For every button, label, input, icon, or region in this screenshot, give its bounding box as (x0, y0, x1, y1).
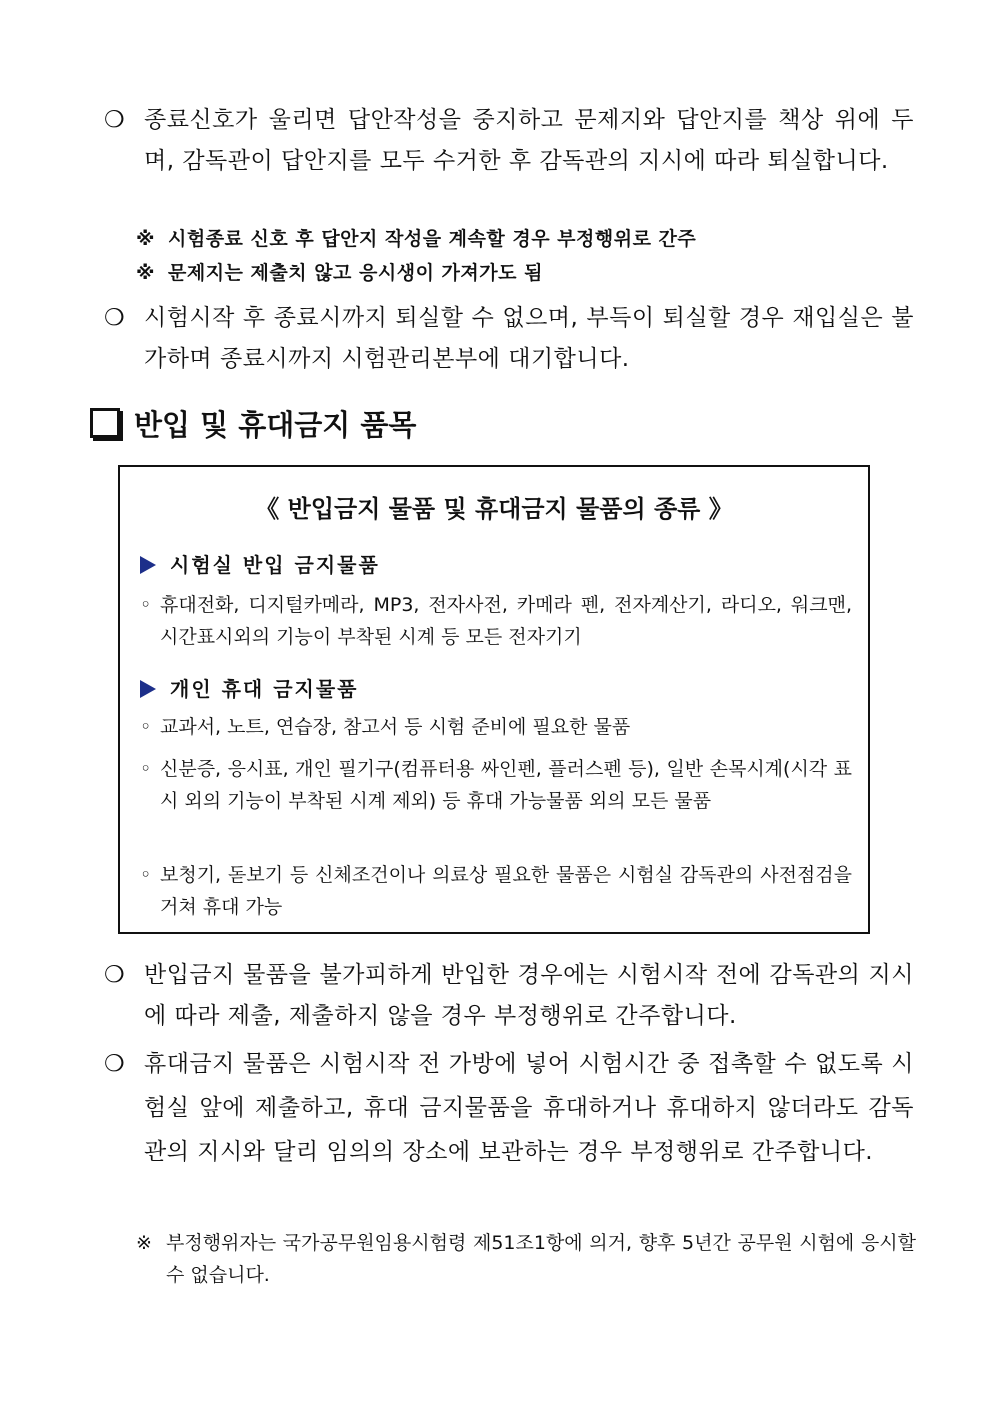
list-item-text: 교과서, 노트, 연습장, 참고서 등 시험 준비에 필요한 물품 (160, 716, 631, 738)
triangle-bullet-icon (140, 556, 156, 574)
list-item-text: 보청기, 돋보기 등 신체조건이나 의료상 필요한 물품은 시험실 감독관의 사전점검을 거쳐 휴대 가능 (160, 864, 852, 918)
group-heading-exam-room (140, 549, 380, 578)
circle-bullet-icon: ❍ (104, 107, 126, 133)
paragraph-no-leaving (104, 298, 914, 380)
circle-bullet-icon: ❍ (104, 1051, 126, 1077)
reference-mark-icon: ※ (136, 228, 155, 250)
paragraph-text: 종료신호가 울리면 답안작성을 중지하고 문제지와 답안지를 책상 위에 두며, 감독관이 답안지를 모두 수거한 후 감독관의 지시에 따라 퇴실합니다. (144, 107, 914, 174)
reference-mark-icon: ※ (136, 1232, 152, 1254)
paragraph-text: 반입금지 물품을 불가피하게 반입한 경우에는 시험시작 전에 감독관의 지시에 따라 제출, 제출하지 않을 경우 부정행위로 간주합니다. (144, 962, 914, 1029)
footnote-penalty (136, 1227, 916, 1291)
note-text: 문제지는 제출치 않고 응시생이 가져가도 됨 (168, 262, 543, 284)
box-title: 《 반입금지 물품 및 휴대금지 물품의 종류 》 (255, 495, 733, 523)
reference-mark-icon: ※ (136, 262, 155, 284)
paragraph-end-signal (104, 100, 914, 182)
paragraph-text: 휴대금지 물품은 시험시작 전 가방에 넣어 시험시간 중 접촉할 수 없도록 시험실 앞에 제출하고, 휴대 금지물품을 휴대하거나 휴대하지 않더라도 감독관의 지시와 달리 임의의 장소에 보관하는 경우 부정행위로 간주합니다. (144, 1051, 914, 1165)
checkbox-square-icon (90, 408, 120, 438)
list-item (140, 711, 852, 743)
small-circle-bullet-icon: ◦ (140, 716, 152, 738)
triangle-bullet-icon (140, 680, 156, 698)
paragraph-carry-prohibited (104, 1042, 914, 1174)
small-circle-bullet-icon: ◦ (140, 864, 152, 886)
circle-bullet-icon: ❍ (104, 962, 126, 988)
paragraph-text: 시험시작 후 종료시까지 퇴실할 수 없으며, 부득이 퇴실할 경우 재입실은 불가하며 종료시까지 시험관리본부에 대기합니다. (144, 305, 914, 372)
prohibited-items-box (118, 465, 870, 934)
small-circle-bullet-icon: ◦ (140, 594, 152, 616)
section-heading-text: 반입 및 휴대금지 품목 (134, 408, 417, 442)
list-item-text: 휴대전화, 디지털카메라, MP3, 전자사전, 카메라 펜, 전자계산기, 라디오, 워크맨, 시간표시외의 기능이 부착된 시계 등 모든 전자기기 (160, 594, 852, 648)
paragraph-prohibited-brought-in (104, 955, 914, 1037)
section-heading (90, 400, 416, 450)
circle-bullet-icon: ❍ (104, 305, 126, 331)
list-item (140, 753, 852, 817)
small-circle-bullet-icon: ◦ (140, 758, 152, 780)
note-text: 시험종료 신호 후 답안지 작성을 계속할 경우 부정행위로 간주 (168, 228, 697, 250)
list-item-text: 신분증, 응시표, 개인 필기구(컴퓨터용 싸인펜, 플러스펜 등), 일반 손목시계(시각 표시 외의 기능이 부착된 시계 제외) 등 휴대 가능물품 외의 모든 물품 (160, 758, 852, 812)
list-item (140, 859, 852, 923)
group-heading-personal (140, 673, 359, 702)
group-heading-text: 개인 휴대 금지물품 (170, 677, 359, 701)
note-question-paper (136, 258, 916, 288)
list-item (140, 589, 852, 653)
footnote-text: 부정행위자는 국가공무원임용시험령 제51조1항에 의거, 향후 5년간 공무원 시험에 응시할 수 없습니다. (166, 1232, 916, 1286)
note-cheating-after-end (136, 224, 916, 254)
group-heading-text: 시험실 반입 금지물품 (170, 553, 380, 577)
